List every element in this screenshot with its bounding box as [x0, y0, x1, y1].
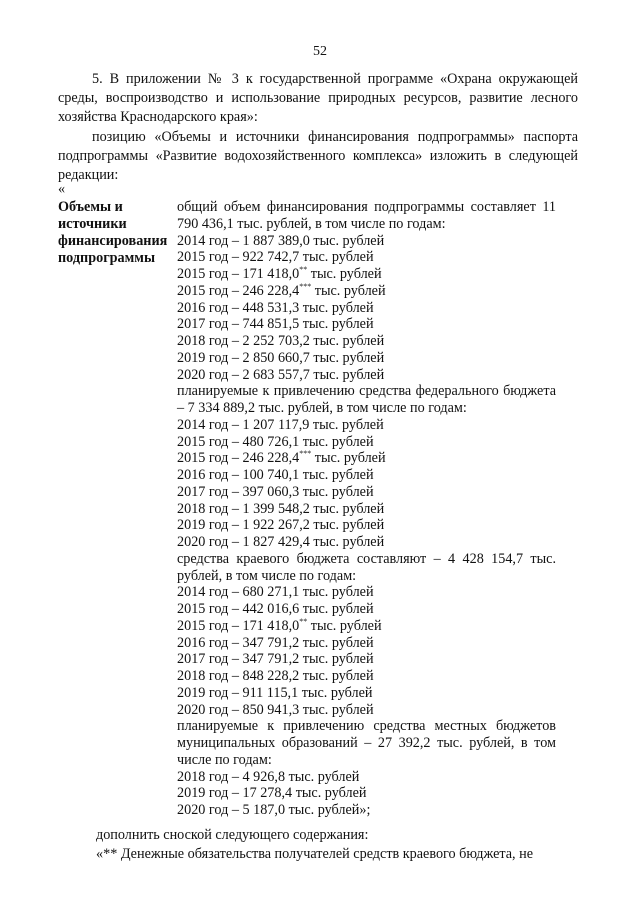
year-line — [177, 601, 556, 618]
total-years-list — [177, 233, 556, 384]
supplement-instruction: дополнить сноской следующего содержания: — [96, 827, 369, 843]
year-line — [177, 316, 556, 333]
footnote-mark: *** — [299, 449, 312, 459]
year-amount: 2018 год – 848 228,2 — [177, 668, 300, 684]
year-line — [177, 350, 556, 367]
year-line — [177, 618, 556, 635]
year-amount: 2015 год – 922 742,7 — [177, 249, 300, 266]
year-amount: 2015 год – 171 418,0 — [177, 266, 300, 282]
year-line — [177, 584, 556, 601]
year-unit: тыс. рублей — [301, 684, 373, 701]
funding-content — [177, 199, 556, 819]
year-unit: тыс. рублей — [302, 483, 374, 500]
year-line — [177, 635, 556, 652]
year-amount: 2020 год – 850 941,3 — [177, 701, 300, 718]
year-amount: 2017 год – 397 060,3 — [177, 483, 300, 500]
year-unit: тыс. рублей — [313, 517, 385, 534]
opening-quote: « — [58, 181, 66, 197]
year-unit: тыс. рублей — [295, 785, 367, 802]
year-unit: тыс. рублей — [302, 634, 374, 651]
year-line — [177, 467, 556, 484]
year-unit: тыс. рублей — [302, 668, 374, 684]
year-line — [177, 769, 556, 786]
year-line — [177, 501, 556, 518]
year-unit: тыс. рублей — [313, 366, 385, 383]
year-unit: тыс. рублей — [314, 450, 386, 467]
year-line — [177, 685, 556, 702]
year-unit: тыс. рублей — [302, 299, 374, 316]
year-amount: 2014 год – 680 271,1 — [177, 584, 300, 601]
year-unit: тыс. рублей — [302, 249, 374, 266]
year-unit: тыс. рублей — [313, 232, 385, 249]
year-amount: 2015 год – 480 726,1 — [177, 433, 300, 450]
funding-label — [58, 199, 174, 267]
year-amount: 2017 год – 347 791,2 — [177, 651, 300, 668]
year-amount: 2015 год – 246 228,4 — [177, 282, 300, 299]
year-unit: тыс. рублей — [302, 701, 374, 718]
year-unit: тыс. рублей — [310, 617, 382, 634]
footnote-mark: ** — [299, 616, 308, 626]
funding-label-line: финансирования — [58, 233, 168, 249]
year-amount: 2019 год – 2 850 660,7 — [177, 349, 310, 366]
year-line — [177, 249, 556, 266]
year-unit: тыс. рублей — [302, 316, 374, 333]
year-line — [177, 283, 556, 300]
year-unit: тыс. рублей — [310, 266, 382, 282]
year-unit: тыс. рублей — [302, 651, 374, 668]
year-amount: 2016 год – 448 531,3 — [177, 299, 300, 316]
footnote-mark: *** — [299, 281, 312, 291]
year-line — [177, 434, 556, 451]
year-unit: тыс. рублей — [313, 500, 385, 517]
federal-funding-text: планируемые к привлечению средства федерального бюджета – 7 334 889,2 тыс. рублей, в том числе по годам: — [177, 383, 556, 416]
year-line — [177, 668, 556, 685]
year-line — [177, 450, 556, 467]
regional-funding-text: средства краевого бюджета составляют – 4 428 154,7 тыс. рублей, в том числе по годам: — [177, 550, 556, 584]
year-unit: тыс. рублей — [313, 534, 385, 550]
footnote-mark: ** — [299, 265, 308, 274]
year-unit: тыс. рублей — [313, 333, 385, 349]
total-funding-text: общий объем финансирования подпрограммы составляет 11 790 436,1 тыс. рублей, в том числе по годам: — [177, 199, 556, 232]
year-unit: тыс. рублей — [288, 768, 360, 785]
year-line — [177, 484, 556, 501]
year-amount: 2019 год – 17 278,4 — [177, 785, 293, 802]
funding-label-line: подпрограммы — [58, 250, 156, 266]
year-line — [177, 651, 556, 668]
year-line — [177, 702, 556, 719]
regional-years-list — [177, 584, 556, 718]
year-line — [177, 367, 556, 384]
year-line — [177, 333, 556, 350]
federal-years-list — [177, 417, 556, 551]
year-amount: 2015 год – 171 418,0 — [177, 617, 300, 634]
footnote-text: «** Денежные обязательства получателей средств краевого бюджета, не — [96, 846, 534, 862]
year-amount: 2019 год – 1 922 267,2 — [177, 517, 310, 534]
municipal-funding-text: планируемые к привлечению средства местных бюджетов муниципальных образований – 27 392,2 тыс. рублей, в том числе по годам: — [177, 718, 556, 768]
year-line — [177, 802, 556, 819]
year-amount: 2018 год – 4 926,8 — [177, 768, 286, 785]
year-unit: тыс. рублей»; — [288, 802, 371, 818]
year-unit: тыс. рублей — [302, 433, 374, 450]
year-line — [177, 517, 556, 534]
year-line — [177, 233, 556, 250]
municipal-years-list — [177, 769, 556, 819]
year-amount: 2017 год – 744 851,5 — [177, 316, 300, 333]
year-amount: 2015 год – 442 016,6 — [177, 601, 300, 617]
year-line — [177, 417, 556, 434]
year-amount: 2014 год – 1 887 389,0 — [177, 232, 310, 249]
year-unit: тыс. рублей — [302, 467, 374, 483]
year-unit: тыс. рублей — [302, 601, 374, 617]
year-amount: 2015 год – 246 228,4 — [177, 450, 300, 467]
year-amount: 2020 год – 1 827 429,4 — [177, 534, 310, 550]
position-paragraph: позицию «Объемы и источники финансирования подпрограммы» паспорта подпрограммы «Развитие водохозяйственного комплекса» изложить в следующей редакции: — [58, 129, 578, 183]
year-amount: 2020 год – 2 683 557,7 — [177, 366, 310, 383]
year-unit: тыс. рублей — [313, 349, 385, 366]
year-amount: 2014 год – 1 207 117,9 — [177, 416, 310, 433]
funding-label-line: источники — [58, 216, 127, 232]
page-number: 52 — [313, 44, 327, 59]
year-unit: тыс. рублей — [312, 416, 384, 433]
year-amount: 2018 год – 2 252 703,2 — [177, 333, 310, 349]
year-line — [177, 300, 556, 317]
funding-label-line: Объемы и — [58, 199, 123, 215]
year-amount: 2019 год – 911 115,1 — [177, 684, 299, 701]
intro-paragraph: 5. В приложении № 3 к государственной программе «Охрана окружающей среды, воспроизводство и использование природных ресурсов, развитие лесного хозяйства Краснодарского края»: — [58, 71, 578, 125]
year-unit: тыс. рублей — [302, 584, 374, 601]
year-amount: 2018 год – 1 399 548,2 — [177, 500, 310, 517]
year-unit: тыс. рублей — [314, 282, 386, 299]
year-amount: 2016 год – 347 791,2 — [177, 634, 300, 651]
year-amount: 2020 год – 5 187,0 — [177, 802, 286, 818]
year-line — [177, 785, 556, 802]
year-amount: 2016 год – 100 740,1 — [177, 467, 300, 483]
year-line — [177, 534, 556, 551]
year-line — [177, 266, 556, 283]
